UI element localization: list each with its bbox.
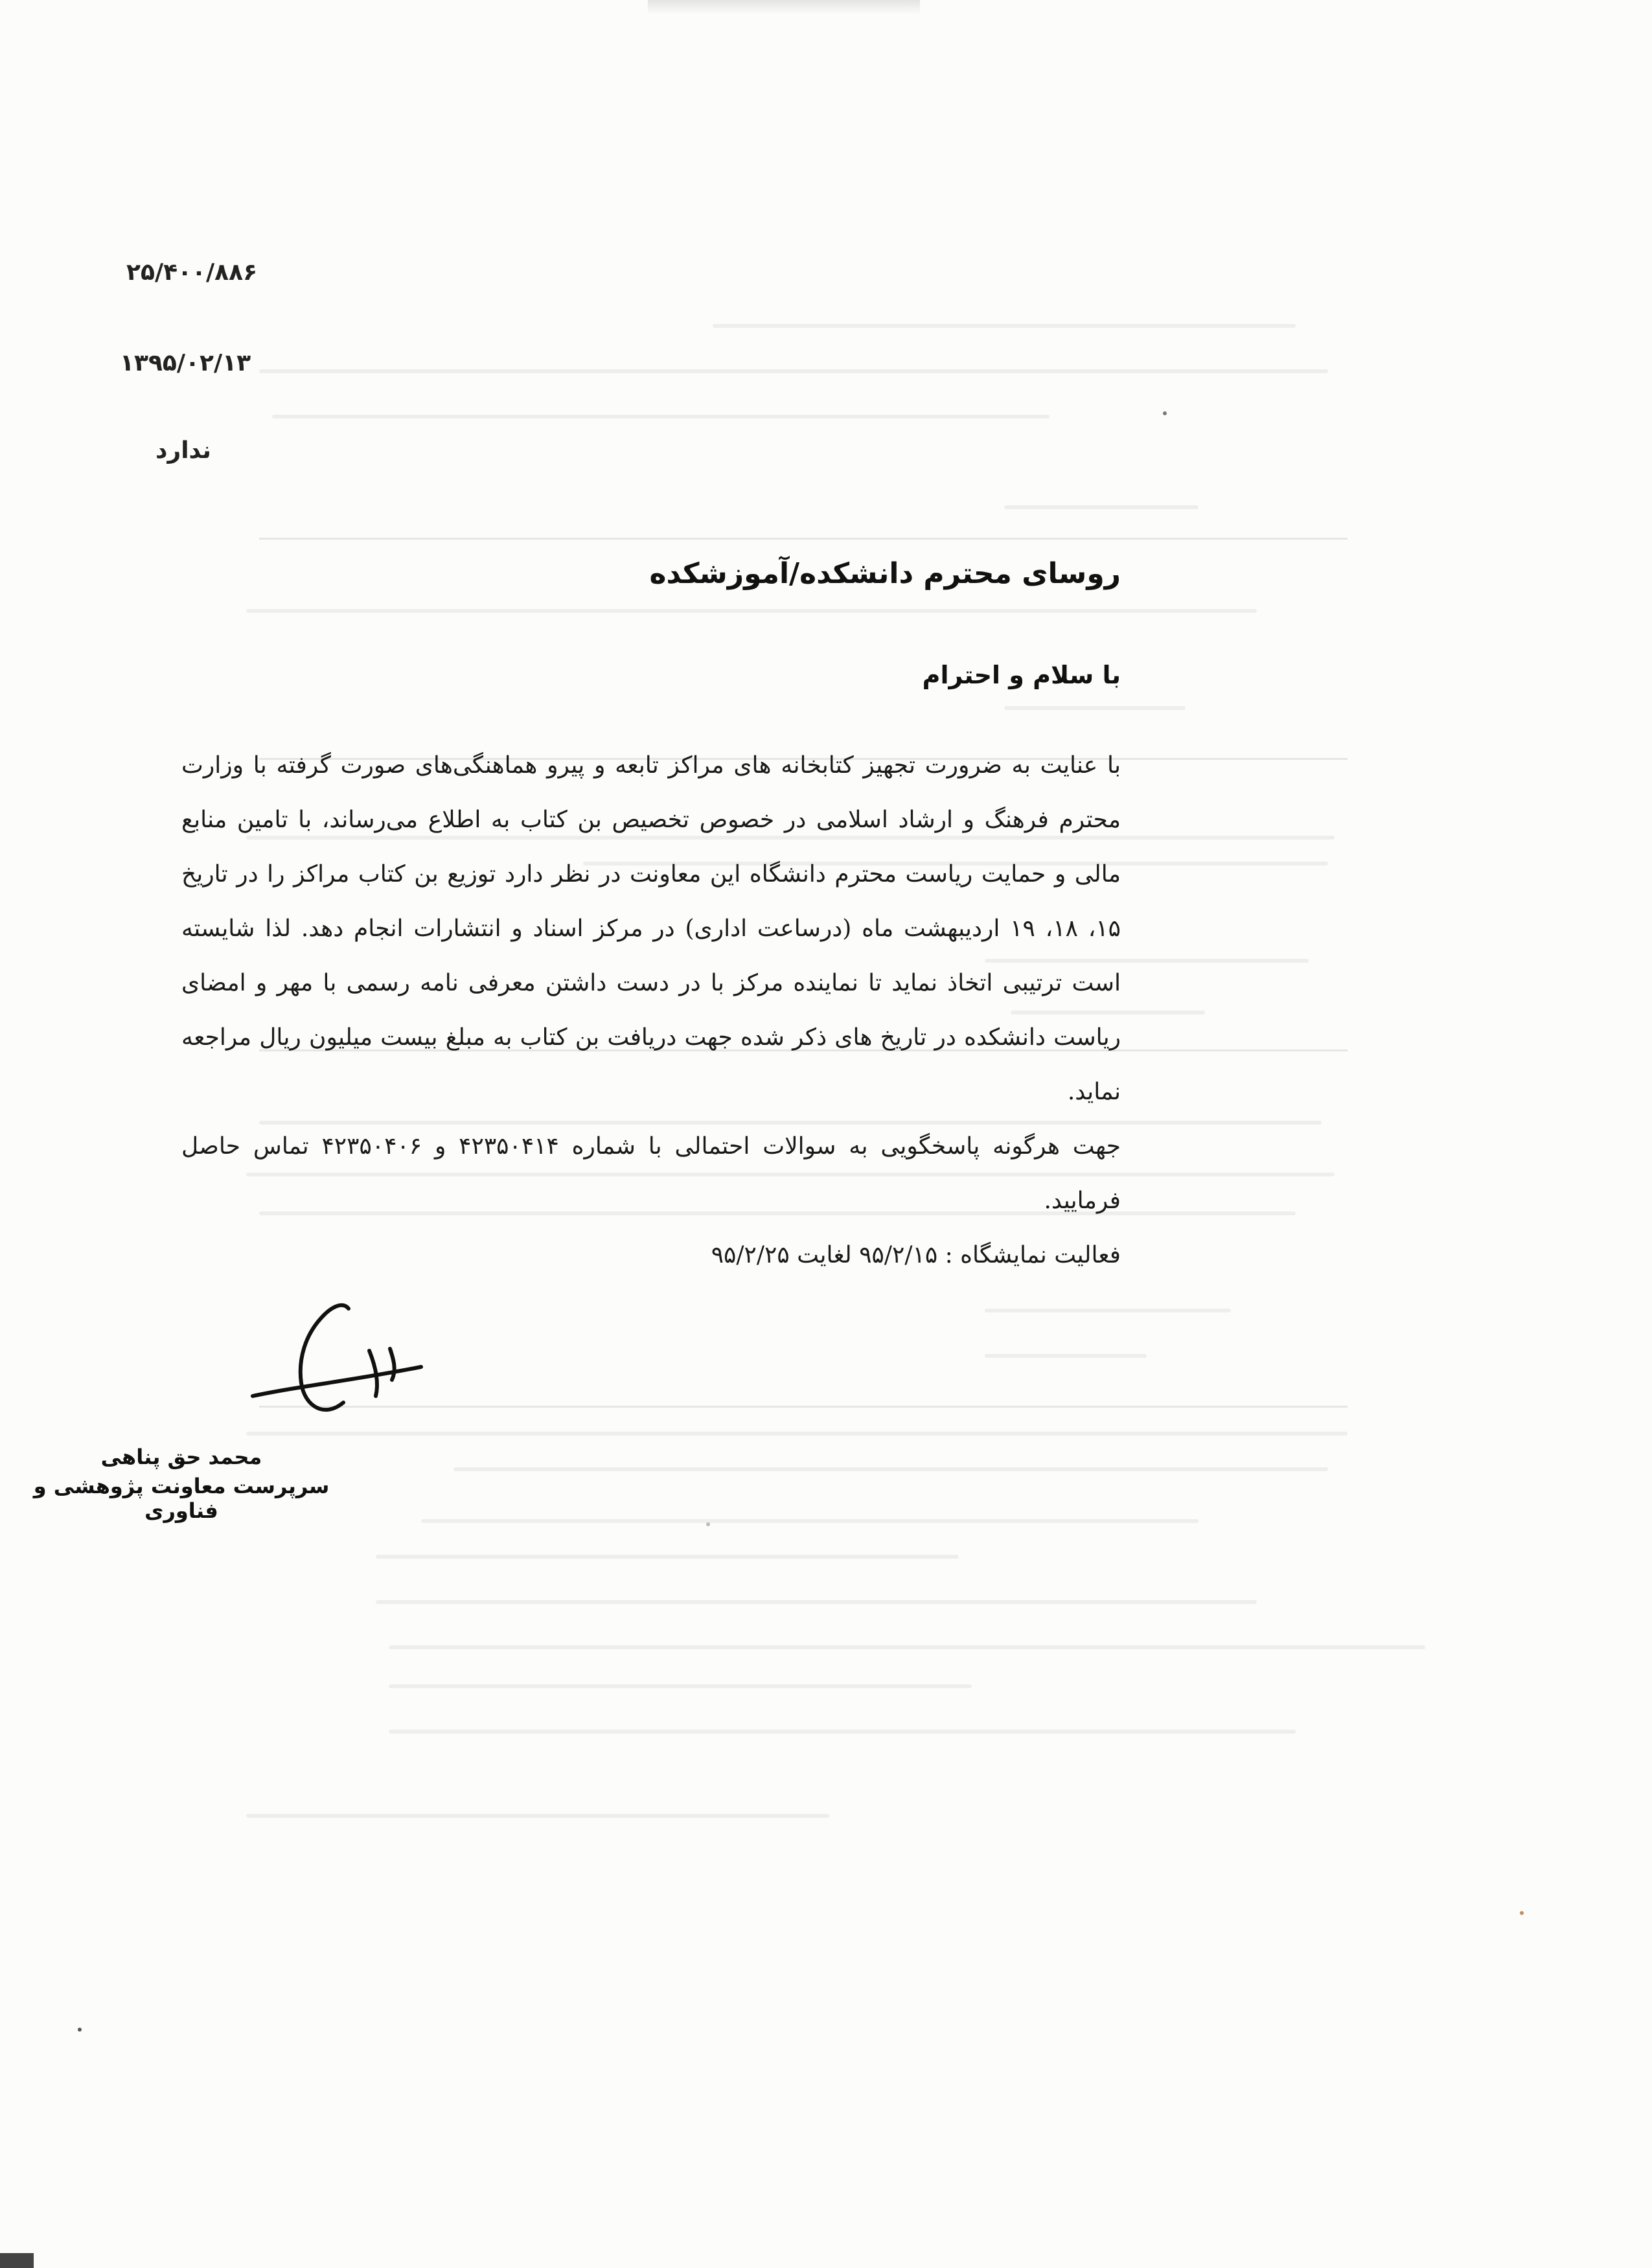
scan-speck	[1163, 411, 1167, 415]
signer-title: سرپرست معاونت پژوهشی و فناوری	[33, 1474, 330, 1523]
corner-scan-mark	[0, 2253, 34, 2268]
letter-title: روسای محترم دانشکده/آموزشکده	[649, 557, 1121, 590]
scan-scuff	[648, 0, 920, 14]
letter-greeting: با سلام و احترام	[922, 661, 1121, 689]
letter-date: ۱۳۹۵/۰۲/۱۳	[120, 350, 251, 376]
body-paragraph-exhibition: فعالیت نمایشگاه : ۹۵/۲/۱۵ لغایت ۹۵/۲/۲۵	[711, 1242, 1121, 1268]
signer-name: محمد حق پناهی	[100, 1445, 262, 1469]
letter-number: ۲۵/۴۰۰/۸۸۶	[126, 259, 258, 286]
body-paragraph-contact: جهت هرگونه پاسخگویی به سوالات احتمالی با شماره ۴۲۳۵۰۴۱۴ و ۴۲۳۵۰۴۰۶ تماس حاصل فرمایید.	[181, 1133, 1121, 1214]
scan-speck	[706, 1522, 710, 1526]
letter-attachment: ندارد	[155, 437, 211, 464]
scan-speck	[78, 2028, 82, 2032]
letter-body	[181, 739, 1121, 1283]
scan-speck	[1520, 1911, 1524, 1915]
handwritten-signature	[246, 1289, 428, 1445]
body-paragraph-main: با عنایت به ضرورت تجهیز کتابخانه های مراکز تابعه و پیرو هماهنگی‌های صورت گرفته با وزارت محترم فرهنگ و ارشاد اسلامی در خصوص تخصیص بن کتاب به اطلاع می‌رساند، با تامین منابع مالی و حمایت ریاست محترم دانشگاه این معاونت در نظر دارد توزیع بن کتاب مراکز را در تاریخ ۱۵، ۱۸، ۱۹ اردیبهشت ماه (درساعت اداری) در مرکز اسناد و انتشارات انجام دهد. لذا شایسته است ترتیبی اتخاذ نماید تا نماینده مرکز با در دست داشتن معرفی نامه رسمی با مهر و امضای ریاست دانشکده در تاریخ های ذکر شده جهت دریافت بن کتاب به مبلغ بیست میلیون ریال مراجعه نماید.	[181, 752, 1121, 1105]
